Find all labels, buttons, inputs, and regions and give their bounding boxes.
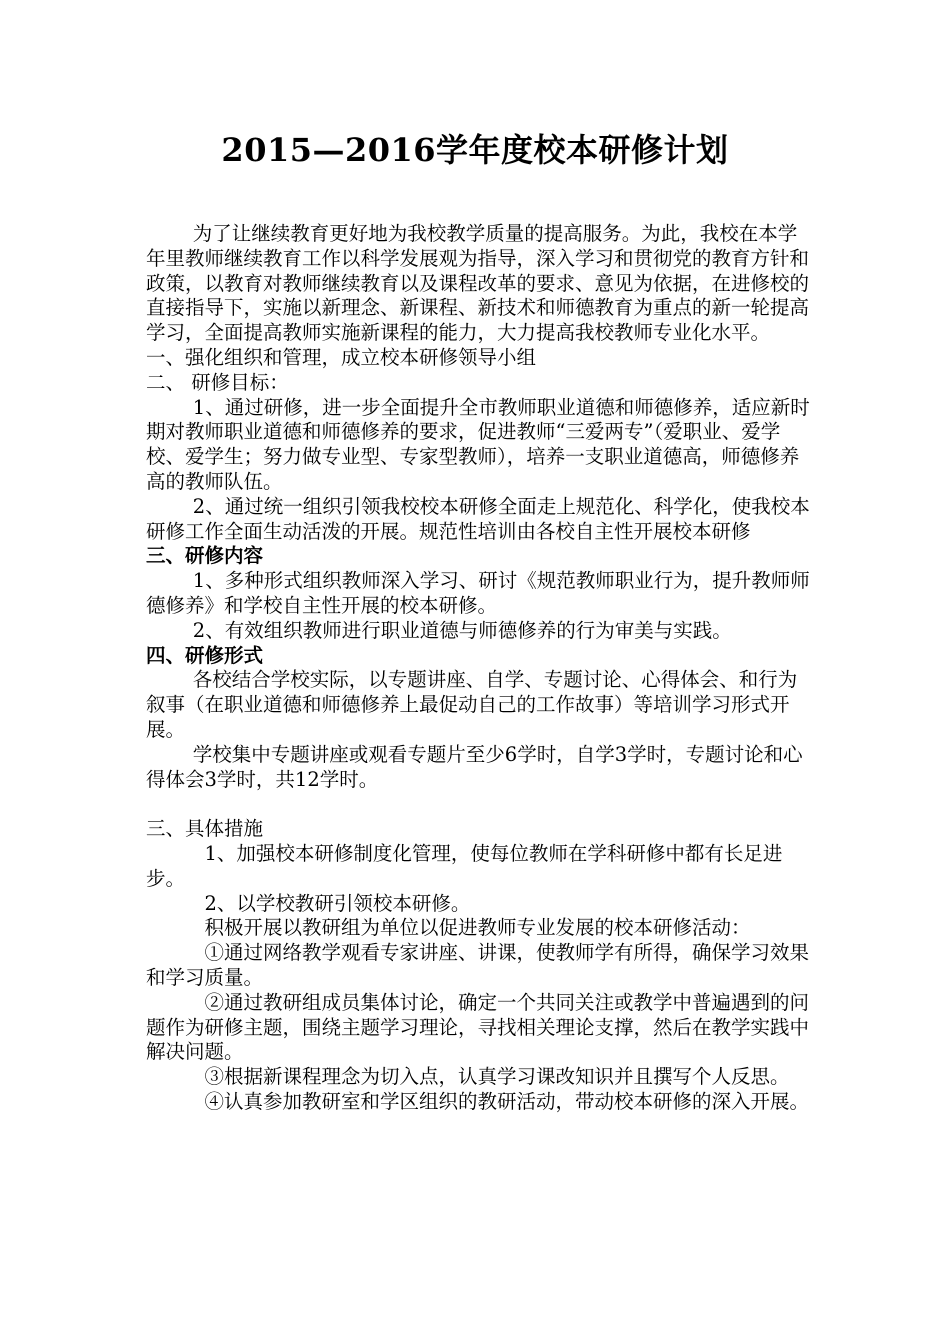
section-2-goal-2: 2、通过统一组织引领我校校本研修全面走上规范化、科学化，使我校本研修工作全面生动活泼的开展。规范性培训由各校自主性开展校本研修 [146,494,810,543]
section-2-goal-1: 1、通过研修，进一步全面提升全市教师职业道德和师德修养，适应新时期对教师职业道德和师德修养的要求，促进教师“三爱两专”（爱职业、爱学校、爱学生；努力做专业型、专家型教师），培养一支职业道德高，师德修养高的教师队伍。 [146,395,810,493]
section-4-heading: 四、研修形式 [146,643,264,667]
intro-paragraph: 为了让继续教育更好地为我校教学质量的提高服务。为此，我校在本学年里教师继续教育工作以科学发展观为指导，深入学习和贯彻党的教育方针和政策，以教育对教师继续教育以及课程改革的要求、意见为依据，在进修校的直接指导下，实施以新理念、新课程、新技术和师德教育为重点的新一轮提高学习，全面提高教师实施新课程的能力，大力提高我校教师专业化水平。 [146,222,810,345]
section-5-item-1: 1、加强校本研修制度化管理，使每位教师在学科研修中都有长足进步。 [146,841,783,890]
section-4-paragraph-2: 学校集中专题讲座或观看专题片至少6学时，自学3学时，专题讨论和心得体会3学时，共12学时。 [146,742,803,791]
section-3-heading: 三、研修内容 [146,544,264,568]
section-4-paragraph-1: 各校结合学校实际，以专题讲座、自学、专题讨论、心得体会、和行为叙事（在职业道德和师德修养上最促动自己的工作故事）等培训学习形式开展。 [146,668,798,741]
blank-line [146,792,812,817]
section-5-activity-3: ③根据新课程理念为切入点，认真学习课改知识并且撰写个人反思。 [204,1065,790,1089]
document-body [146,222,812,1115]
section-2-heading: 二、 研修目标： [146,370,289,394]
section-5-activity-1: ①通过网络教学观看专家讲座、讲课，使教师学有所得，确保学习效果和学习质量。 [146,941,810,989]
section-5-activity-2: ②通过教研组成员集体讨论，确定一个共同关注或教学中普遍遇到的问题作为研修主题，围绕主题学习理论，寻找相关理论支撑，然后在教学实践中解决问题。 [146,990,810,1064]
section-3-item-1: 1、多种形式组织教师深入学习、研讨《规范教师职业行为，提升教师师德修养》和学校自主性开展的校本研修。 [146,569,810,617]
section-3-item-2: 2、有效组织教师进行职业道德与师德修养的行为审美与实践。 [192,618,732,642]
section-1-heading: 一、强化组织和管理，成立校本研修领导小组 [146,345,537,369]
section-5-item-2: 2、以学校教研引领校本研修。 [204,891,471,915]
section-5-activity-4: ④认真参加教研室和学区组织的教研活动，带动校本研修的深入开展。 [204,1089,810,1113]
document-title: 2015—2016学年度校本研修计划 [221,131,729,169]
section-5-intro: 积极开展以教研组为单位以促进教师专业发展的校本研修活动： [204,916,751,940]
section-5-heading: 三、具体措施 [146,817,264,841]
